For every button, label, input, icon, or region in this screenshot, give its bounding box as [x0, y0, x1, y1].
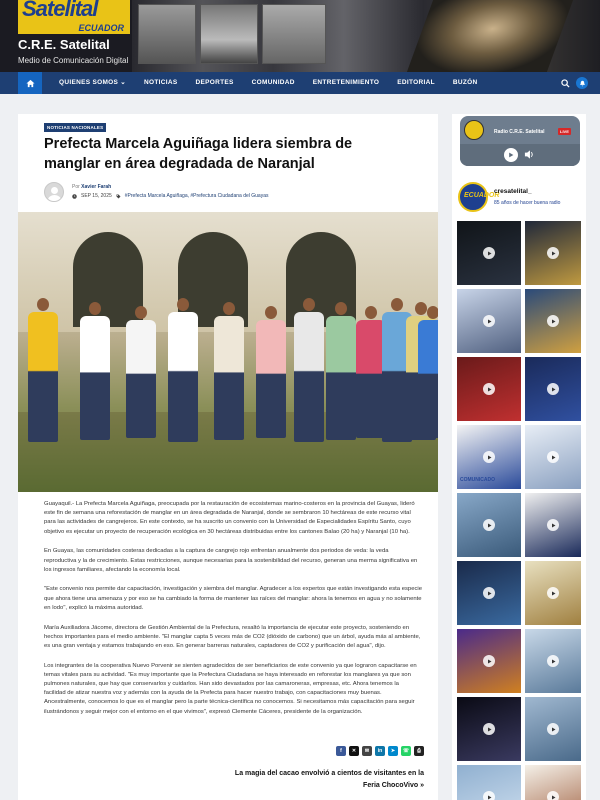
site-title[interactable]: C.R.E. Satelital	[18, 37, 110, 52]
photo-person-head	[415, 302, 427, 315]
article-meta	[72, 193, 268, 199]
play-icon	[547, 655, 559, 667]
print-button[interactable]	[414, 746, 424, 756]
site-logo[interactable]	[18, 0, 130, 34]
photo-person-head	[89, 302, 101, 315]
instagram-post[interactable]	[457, 561, 521, 625]
sidebar	[452, 114, 586, 800]
photo-person-head	[391, 298, 403, 311]
volume-icon[interactable]	[524, 149, 535, 160]
article-headline: Prefecta Marcela Aguiñaga lidera siembra de manglar en área degradada de Naranjal	[44, 136, 353, 172]
article-card	[18, 114, 438, 800]
instagram-username[interactable]: cresatelital_	[494, 188, 532, 195]
play-icon	[547, 519, 559, 531]
play-icon	[483, 587, 495, 599]
instagram-post[interactable]	[457, 289, 521, 353]
author-avatar	[44, 182, 64, 202]
author-link[interactable]: Xavier Farah	[81, 184, 112, 190]
play-icon	[547, 587, 559, 599]
bell-icon	[579, 80, 586, 87]
nav-item[interactable]: EDITORIAL	[397, 79, 435, 86]
article-hero-photo	[18, 212, 438, 492]
logo-subtext: ECUADOR	[78, 23, 124, 33]
photo-person-head	[177, 298, 189, 311]
nav-item[interactable]: ENTRETENIMIENTO	[312, 79, 380, 86]
photo-arch	[73, 232, 143, 327]
play-icon	[547, 315, 559, 327]
instagram-profile[interactable]	[458, 182, 582, 214]
photo-person-head	[223, 302, 235, 315]
site-header	[0, 0, 600, 72]
photo-person	[326, 316, 356, 440]
whatsapp-icon: ☏	[402, 748, 410, 754]
avatar-logo-text: ECUADOR	[464, 192, 500, 199]
home-button[interactable]	[18, 72, 42, 94]
play-icon	[483, 791, 495, 800]
player-controls	[460, 144, 580, 166]
photo-person	[294, 312, 324, 442]
play-icon	[547, 791, 559, 800]
by-label: Por	[72, 184, 80, 190]
instagram-post[interactable]	[457, 765, 521, 800]
instagram-post[interactable]	[525, 493, 581, 557]
nav-item[interactable]: DEPORTES	[195, 79, 234, 86]
search-icon[interactable]	[561, 79, 570, 88]
article-paragraph: En Guayas, las comunidades costeras dedicadas a la captura de cangrejo rojo enfrentan anualmente dos periodos de veda: la veda reproductiva y la de crecimiento. Estas restricciones, aunque necesarias para la sostenibilidad del recurso, generan una merma significativa en los ingresos familiares, afectando la economía local.	[44, 548, 418, 573]
radio-player	[460, 116, 580, 166]
play-icon	[547, 247, 559, 259]
main-navigation	[0, 72, 600, 94]
nav-menu	[50, 72, 487, 94]
photo-person-head	[303, 298, 315, 311]
play-icon	[547, 383, 559, 395]
play-button[interactable]	[504, 148, 518, 162]
header-photo	[262, 4, 326, 64]
linkedin-icon: in	[377, 748, 383, 754]
photo-person	[256, 320, 286, 438]
play-icon	[483, 451, 495, 463]
post-caption: COMUNICADO	[460, 477, 495, 483]
instagram-post[interactable]	[525, 221, 581, 285]
instagram-post[interactable]	[525, 697, 581, 761]
instagram-post[interactable]	[525, 425, 581, 489]
play-icon	[547, 723, 559, 735]
photo-person-head	[365, 306, 377, 319]
instagram-post[interactable]	[457, 493, 521, 557]
instagram-bio: 85 años de hacer buena radio	[494, 200, 561, 206]
instagram-avatar	[458, 182, 500, 212]
article-paragraph: Guayaquil.- La Prefecta Marcela Aguiñaga, preocupada por la restauración de ecosistemas marino-costeros en la provincia del Guayas, lideró este fin de semana una reforestación de manglar en un área degradada de Naranjal, donde se sembraron 10 hectáreas de este recurso vital para las actividades de cangrejeros. En este contexto, se ha suscrito un convenio con la Universidad de Especialidades Espíritu Santo, cuyo objetivo es ejecutar un proyecto de recuperación ecológica en 30 hectáreas distribuidas entre los cantones Balao (20 ha) y Naranjal (10 ha).	[44, 501, 415, 535]
nav-item[interactable]: COMUNIDAD	[251, 79, 295, 86]
facebook-share-button[interactable]	[336, 746, 346, 756]
photo-person	[214, 316, 244, 440]
play-icon	[483, 247, 495, 259]
photo-person-head	[37, 298, 49, 311]
site-tagline: Medio de Comunicación Digital	[18, 56, 129, 65]
instagram-post[interactable]	[525, 289, 581, 353]
radio-name: Radio C.R.E. Satelital	[494, 129, 545, 135]
instagram-feed	[457, 221, 581, 800]
instagram-post[interactable]	[457, 629, 521, 693]
nav-actions	[561, 72, 588, 94]
photo-person-head	[335, 302, 347, 315]
nav-item[interactable]: QUIENES SOMOS ⌄	[59, 79, 127, 86]
home-icon	[26, 79, 35, 88]
instagram-post[interactable]	[525, 561, 581, 625]
photo-person	[80, 316, 110, 440]
article-paragraph: "Este convenio nos permite dar capacitación, investigación y siembra del manglar. Agradecer a los expertos que están investigando esta especie que ahora tiene una amenaza y por eso se ha cambiado la forma de mantener las raíces del manglar: ahora la tenemos en agua y no solamente en lodo", explicó la máxima autoridad.	[44, 586, 423, 611]
x-icon: ✕	[351, 748, 357, 754]
article-tags[interactable]: #Prefecta Marcela Aguiñaga, #Prefectura Ciudadana del Guayas	[124, 193, 269, 199]
clock-icon	[72, 194, 77, 199]
article-body	[44, 500, 422, 727]
photo-person	[126, 320, 156, 438]
nav-item[interactable]: NOTICIAS	[144, 79, 178, 86]
play-icon	[483, 519, 495, 531]
notifications-button[interactable]	[576, 77, 588, 89]
publish-date: SEP 15, 2025	[81, 193, 112, 199]
photo-person	[28, 312, 58, 442]
print-icon: ⎙	[416, 748, 421, 754]
instagram-post[interactable]	[525, 765, 581, 800]
radio-logo	[464, 120, 484, 140]
telegram-share-button[interactable]	[388, 746, 398, 756]
instagram-post[interactable]	[457, 221, 521, 285]
play-icon	[547, 451, 559, 463]
share-buttons	[336, 746, 424, 756]
x-share-button[interactable]	[349, 746, 359, 756]
instagram-post[interactable]	[457, 357, 521, 421]
play-icon	[483, 655, 495, 667]
play-icon	[483, 723, 495, 735]
photo-person	[418, 320, 438, 438]
whatsapp-share-button[interactable]	[401, 746, 411, 756]
photo-person-head	[135, 306, 147, 319]
microphone-image	[407, 0, 573, 72]
author-line	[72, 184, 111, 190]
instagram-post[interactable]	[457, 697, 521, 761]
instagram-post[interactable]	[525, 629, 581, 693]
category-badge[interactable]: NOTICIAS NACIONALES	[44, 123, 106, 132]
tag-icon	[116, 194, 121, 199]
nav-item[interactable]: BUZÓN	[452, 79, 478, 86]
telegram-icon: ➤	[390, 748, 396, 754]
email-icon: ✉	[364, 748, 370, 754]
email-share-button[interactable]	[362, 746, 372, 756]
photo-person	[168, 312, 198, 442]
play-icon	[508, 152, 514, 158]
photo-person-head	[427, 306, 438, 319]
instagram-post[interactable]	[525, 357, 581, 421]
facebook-icon: f	[340, 748, 342, 754]
header-photo	[200, 4, 258, 64]
linkedin-share-button[interactable]	[375, 746, 385, 756]
play-icon	[483, 383, 495, 395]
logo-text: Satelital	[22, 0, 98, 21]
play-icon	[483, 315, 495, 327]
live-badge: LIVE	[560, 129, 569, 134]
article-paragraph: María Auxiliadora Jácome, directora de Gestión Ambiental de la Prefectura, resaltó la importancia de ejecutar este proyecto, sosteniendo en hechos importantes para el medio ambiente. "El manglar capta 5 veces más de CO2 (dióxido de carbono) que un árbol, ayuda más al ambiente, es una gran ventaja y estamos trabajando en eso. En generar barreras naturales, captadores de CO2 y purificación del agua", dijo.	[44, 624, 421, 649]
next-article-link[interactable]: La magia del cacao envolvió a cientos de visitantes en la Feria ChocoVivo »	[234, 770, 424, 789]
instagram-post[interactable]	[457, 425, 521, 489]
article-paragraph: Los integrantes de la cooperativa Nuevo Porvenir se sienten agradecidos de ser beneficiarios de este convenio ya que lograron capacitarse en temas vitales para su actividad. "Es muy importante que la Prefectura Ciudadana se haya interesado en reforestar los manglares ya que son pulmones naturales, que hay que conservarlos y cuidarlos. Han sido devastados por las camaroneras, empresas, etc. Ahora tenemos la facilidad de atizar nuestra voz y además con la ayuda de la Prefecta para hacer nuestro trabajo, con capacitaciones muy buenas. Ancestralmente, conocemos lo que es el manglar pero la parte técnica-científica no conocemos. Si necesitamos más capacitación para seguir ilustrándonos y seguir mejor con el entorno en el que vivimos", expresó Clemente Cáceres, presidente de la organización.	[44, 662, 417, 715]
header-photo	[138, 4, 196, 64]
photo-person-head	[265, 306, 277, 319]
